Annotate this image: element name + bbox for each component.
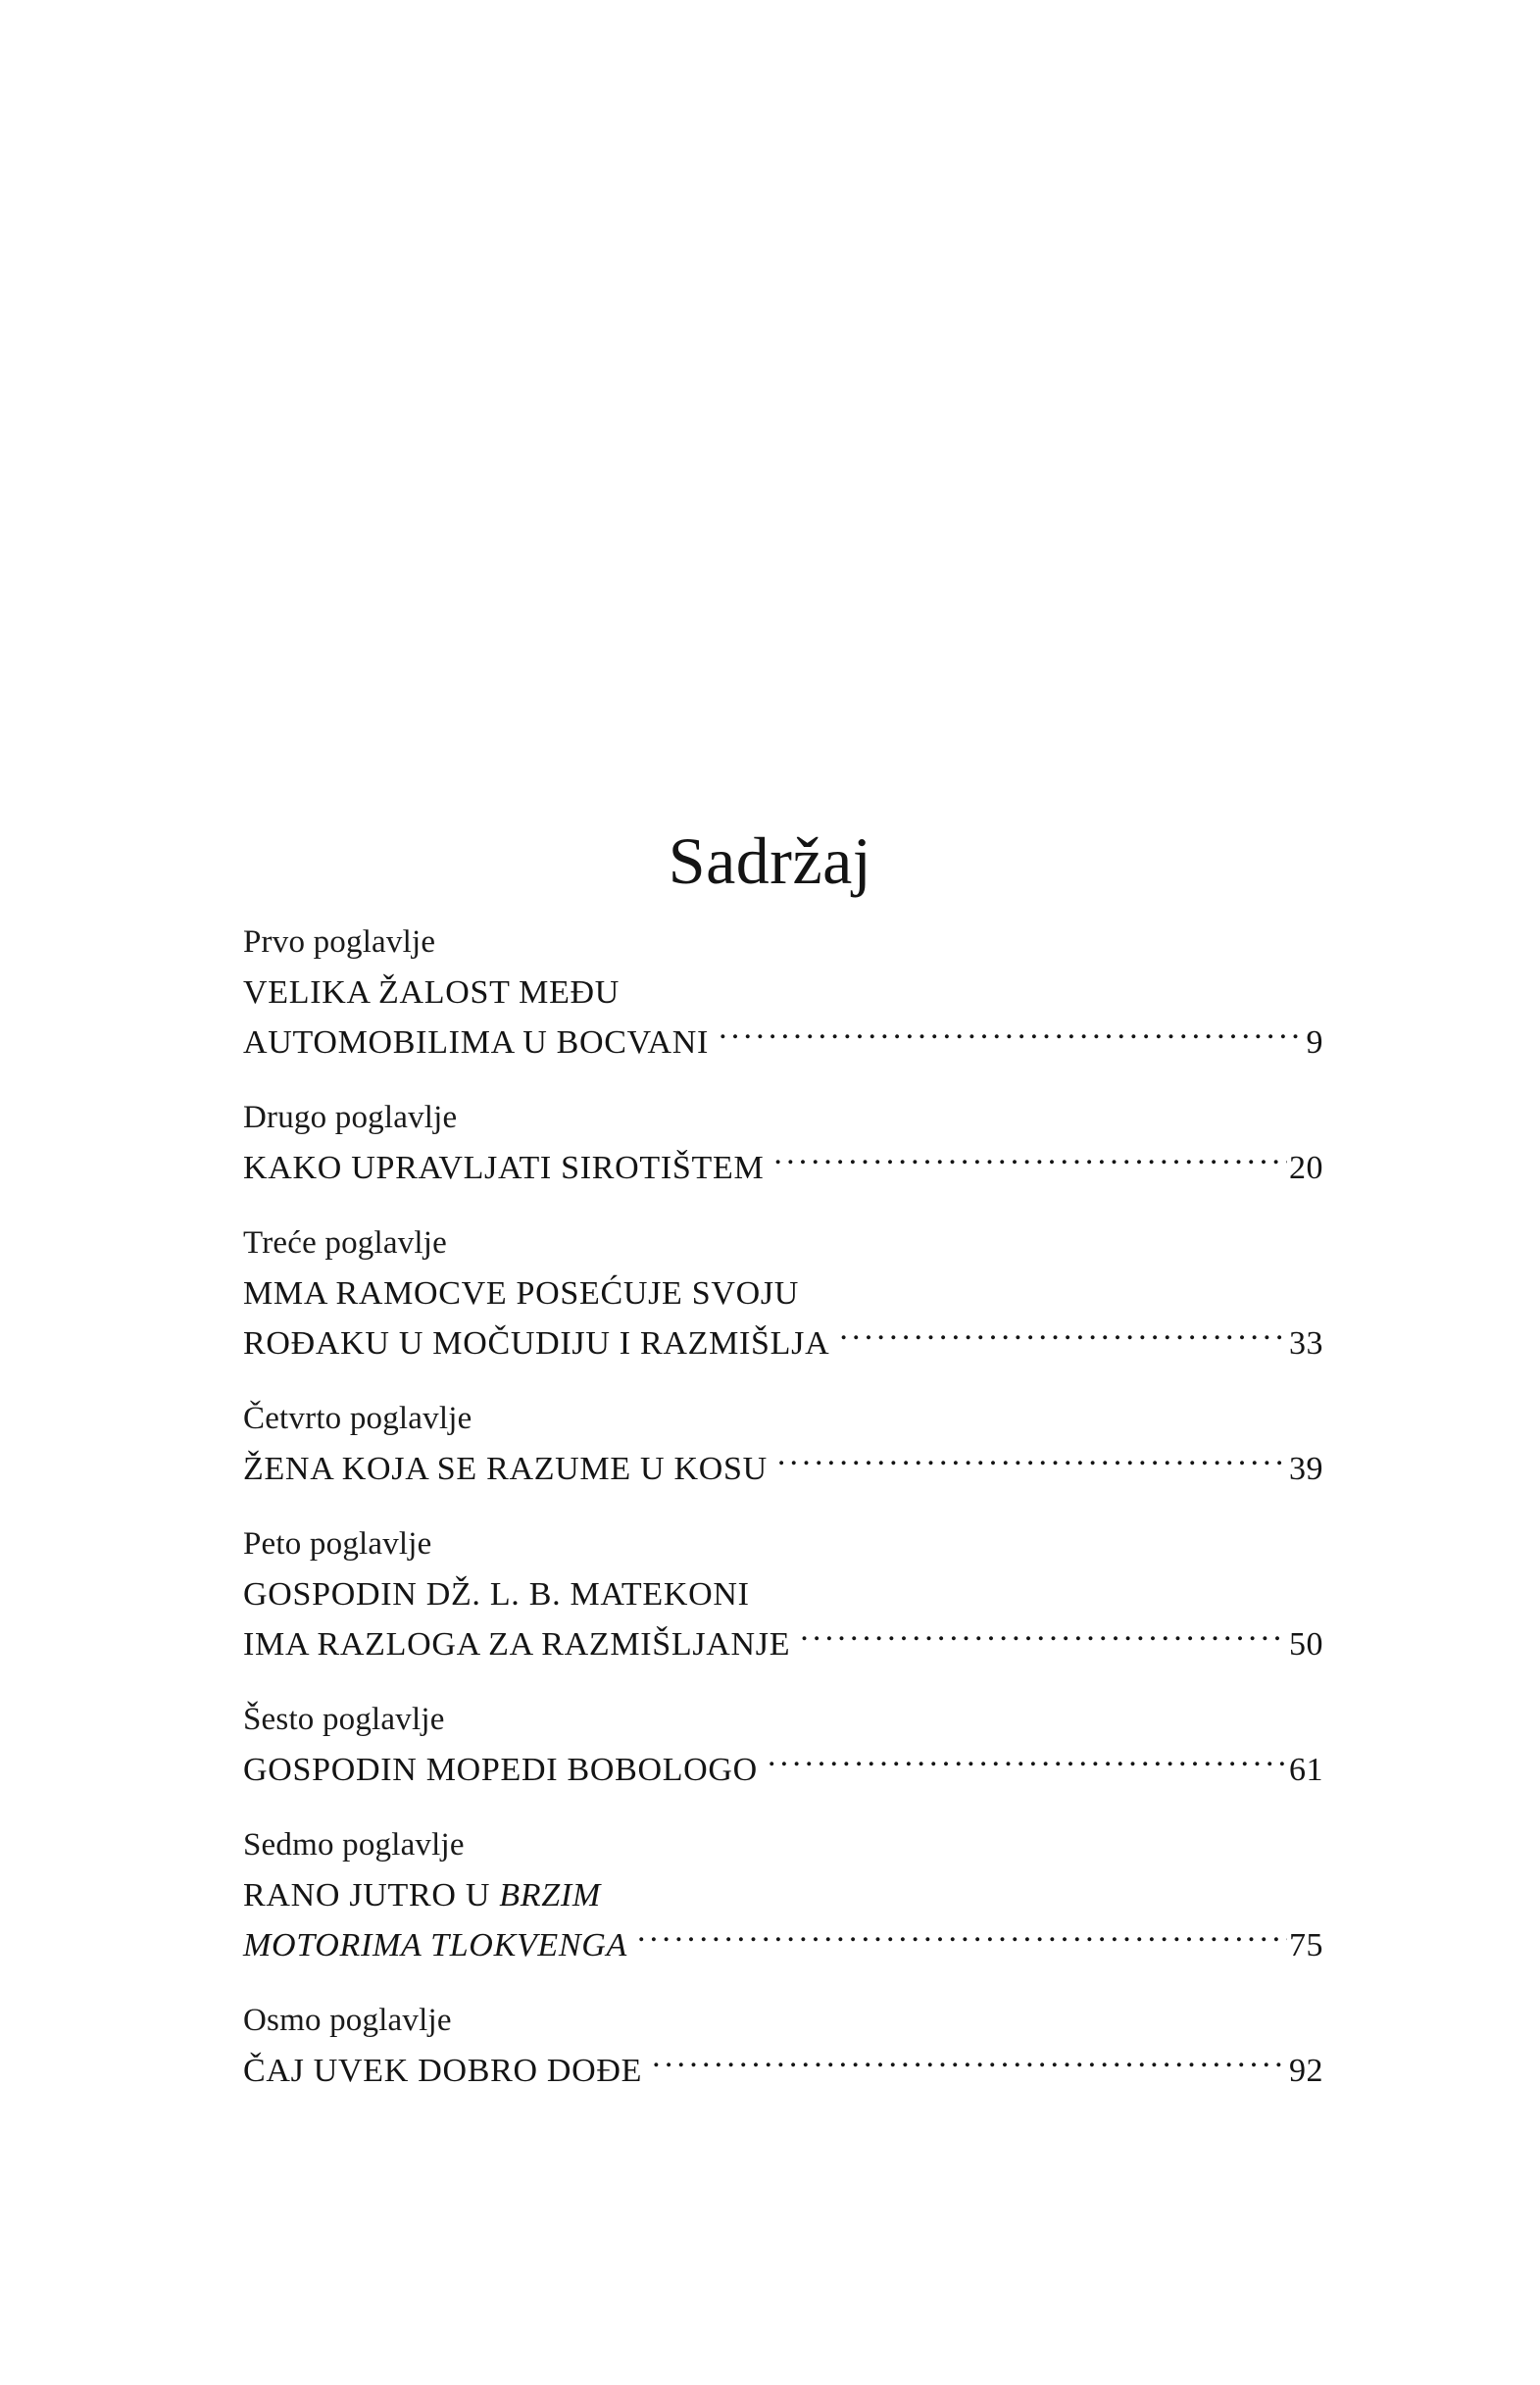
dot-leader [719, 1019, 1304, 1053]
page-number: 61 [1289, 1752, 1323, 1788]
toc-entry[interactable] [243, 1820, 1323, 1970]
dot-leader [652, 2048, 1287, 2081]
page-number: 75 [1289, 1927, 1323, 1963]
chapter-title-line [243, 1870, 1323, 1920]
page-number: 92 [1289, 2053, 1323, 2089]
chapter-title-text: ČAJ UVEK DOBRO DOĐE [243, 2053, 643, 2089]
chapter-title-italic-part: BRZIM [499, 1877, 601, 1913]
chapter-title-text: KAKO UPRAVLJATI SIROTIŠTEM [243, 1150, 765, 1186]
chapter-title-line-final [243, 1143, 1323, 1193]
dot-leader [637, 1922, 1287, 1956]
chapter-title-line-final [243, 1619, 1323, 1669]
toc-entry[interactable] [243, 1996, 1323, 2096]
chapter-title-line-final [243, 2046, 1323, 2096]
chapter-title-text: ROĐAKU U MOČUDIJU I RAZMIŠLJA [243, 1325, 830, 1362]
chapter-ordinal-label: Šesto poglavlje [243, 1702, 445, 1737]
toc-entry[interactable] [243, 1093, 1323, 1193]
chapter-ordinal-label: Drugo poglavlje [243, 1100, 458, 1135]
chapter-title-line: GOSPODIN DŽ. L. B. MATEKONI [243, 1576, 750, 1613]
chapter-ordinal-label: Osmo poglavlje [243, 2003, 452, 2038]
chapter-title-text: ŽENA KOJA SE RAZUME U KOSU [243, 1451, 768, 1487]
toc-entry-list [243, 918, 1323, 2096]
chapter-title-text: MOTORIMA TLOKVENGA [243, 1927, 627, 1963]
chapter-title-text: IMA RAZLOGA ZA RAZMIŠLJANJE [243, 1626, 791, 1663]
chapter-title-line: VELIKA ŽALOST MEĐU [243, 974, 621, 1011]
page-title: Sadržaj [668, 822, 872, 898]
page-number: 20 [1289, 1150, 1323, 1186]
chapter-title-line-final [243, 1444, 1323, 1494]
chapter-title-line-final [243, 1745, 1323, 1795]
chapter-ordinal-label: Treće poglavlje [243, 1225, 447, 1261]
toc-entry[interactable] [243, 1218, 1323, 1368]
dot-leader [800, 1621, 1287, 1655]
page-number: 50 [1289, 1626, 1323, 1663]
chapter-ordinal-label: Četvrto poglavlje [243, 1401, 472, 1436]
chapter-title-line: MMA RAMOCVE POSEĆUJE SVOJU [243, 1275, 800, 1312]
toc-entry[interactable] [243, 1695, 1323, 1795]
toc-entry[interactable] [243, 1394, 1323, 1494]
chapter-title-text: AUTOMOBILIMA U BOCVANI [243, 1024, 710, 1061]
chapter-title-line-final [243, 1920, 1323, 1970]
dot-leader [777, 1446, 1287, 1479]
chapter-title-text: GOSPODIN MOPEDI BOBOLOGO [243, 1752, 758, 1788]
chapter-ordinal-label: Prvo poglavlje [243, 924, 436, 960]
dot-leader [773, 1145, 1287, 1178]
dot-leader [768, 1747, 1287, 1780]
chapter-title-line-final [243, 1018, 1323, 1068]
page-number: 9 [1306, 1024, 1323, 1061]
toc-entry[interactable] [243, 918, 1323, 1068]
chapter-ordinal-label: Peto poglavlje [243, 1526, 432, 1562]
dot-leader [839, 1320, 1287, 1354]
chapter-ordinal-label: Sedmo poglavlje [243, 1827, 465, 1863]
page-number: 33 [1289, 1325, 1323, 1362]
chapter-title-roman-part: RANO JUTRO U [243, 1877, 500, 1913]
chapter-title-line-final [243, 1318, 1323, 1368]
toc-entry[interactable] [243, 1519, 1323, 1669]
page-number: 39 [1289, 1451, 1323, 1487]
